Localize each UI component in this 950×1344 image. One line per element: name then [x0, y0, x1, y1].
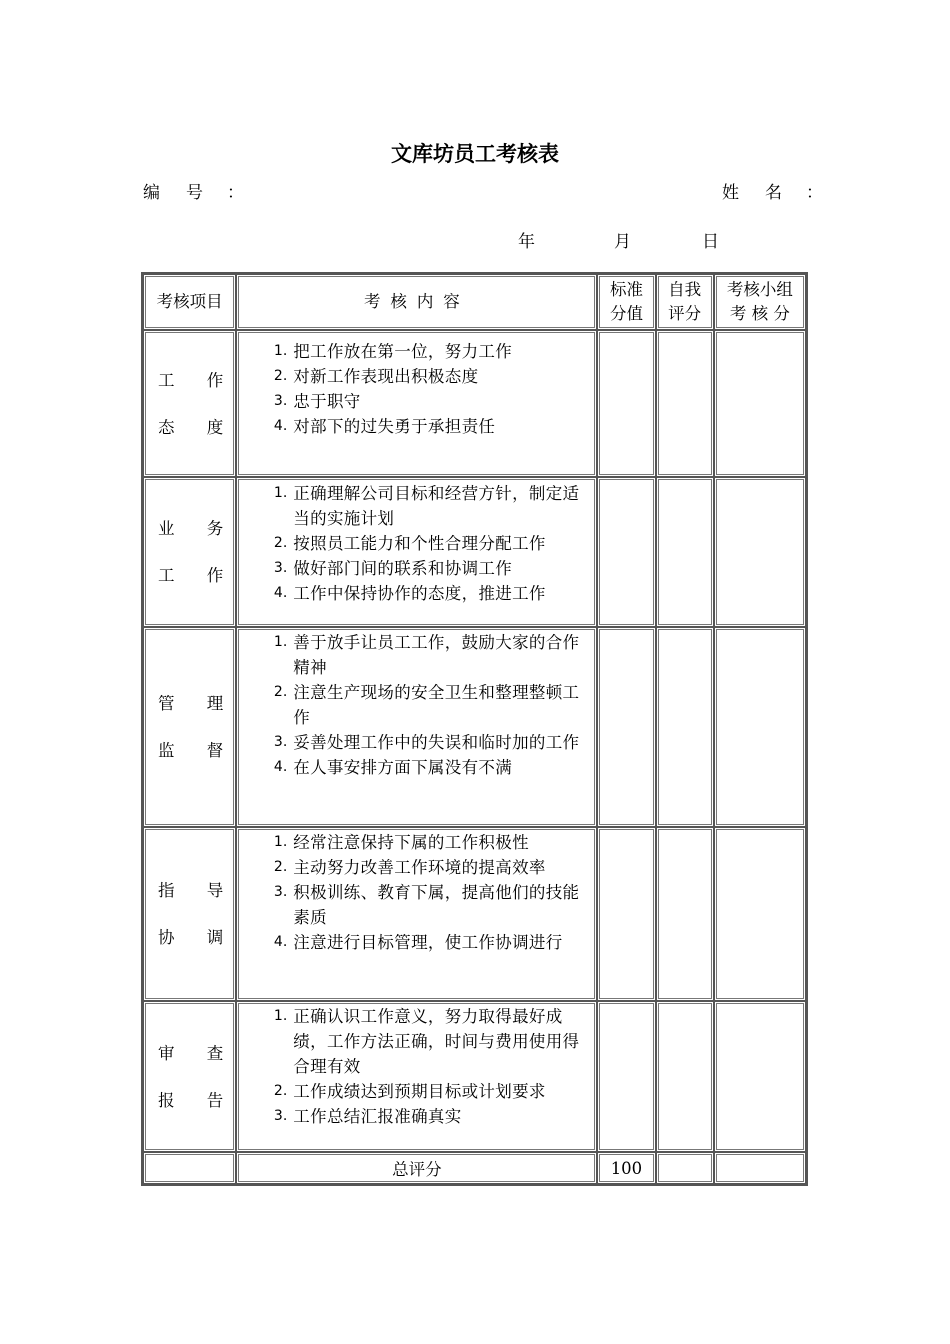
list-text: 注意生产现场的安全卫生和整理整顿工作: [293, 683, 580, 727]
item-cell: [143, 1001, 236, 1152]
list-item: [237, 581, 594, 606]
content-cell: [236, 1001, 597, 1152]
item-char: 告: [206, 1090, 224, 1110]
serial-label-colon: ：: [227, 183, 244, 203]
standard-score-cell[interactable]: [597, 477, 655, 627]
assessment-table: [141, 272, 808, 1186]
item-char: 务: [206, 519, 224, 538]
content-cell: [236, 477, 597, 627]
list-text: 在人事安排方面下属没有不满: [293, 758, 513, 777]
group-score-cell[interactable]: [714, 477, 806, 627]
table-row: [143, 330, 806, 477]
list-item: [237, 531, 594, 556]
list-number: 1.: [273, 1008, 288, 1024]
list-item: [237, 1104, 594, 1129]
list-text: 做好部门间的联系和协调工作: [293, 559, 513, 578]
standard-score-cell[interactable]: [597, 330, 655, 477]
list-number: 3.: [273, 1108, 288, 1124]
list-number: 4.: [273, 585, 288, 601]
item-char: 理: [206, 694, 224, 713]
table-row: [143, 1001, 806, 1152]
list-text: 对部下的过失勇于承担责任: [293, 417, 496, 436]
list-number: 1.: [273, 834, 288, 850]
list-text: 妥善处理工作中的失误和临时加的工作: [293, 733, 580, 752]
list-number: 1.: [273, 343, 288, 359]
header-standard-line: 标准: [609, 280, 643, 299]
list-item: [237, 414, 594, 439]
list-text: 忠于职守: [293, 392, 361, 411]
list-number: 2.: [273, 684, 288, 700]
list-item: [237, 481, 594, 531]
list-number: 4.: [273, 934, 288, 950]
serial-label-char: 号: [186, 183, 203, 203]
list-text: 工作成绩达到预期目标或计划要求: [293, 1082, 546, 1101]
item-line: [144, 867, 235, 914]
total-group-score-cell[interactable]: [714, 1152, 806, 1184]
header-self-line: 评分: [668, 304, 702, 323]
header-self: [656, 274, 714, 330]
list-item: [237, 680, 594, 730]
list-item: [237, 755, 594, 780]
item-cell: [143, 477, 236, 627]
item-char: 作: [206, 566, 224, 585]
item-line: [144, 914, 235, 961]
list-text: 正确理解公司目标和经营方针，制定适当的实施计划: [293, 484, 580, 528]
item-char: 度: [206, 417, 224, 437]
table-row: [143, 477, 806, 627]
table-row: [143, 627, 806, 827]
criteria-list: [237, 828, 596, 955]
list-item: [237, 830, 594, 855]
list-number: 1.: [273, 485, 288, 501]
list-item: [237, 339, 594, 364]
list-item: [237, 880, 594, 930]
item-cell: [143, 827, 236, 1001]
item-char: 态: [158, 417, 175, 437]
criteria-list: [237, 1002, 596, 1129]
list-number: 4.: [273, 759, 288, 775]
list-item: [237, 855, 594, 880]
list-text: 善于放手让员工工作，鼓励大家的合作精神: [293, 633, 580, 677]
list-number: 1.: [273, 634, 288, 650]
list-text: 正确认识工作意义，努力取得最好成绩，工作方法正确，时间与费用使用得合理有效: [293, 1007, 580, 1076]
item-char: 作: [206, 370, 224, 390]
list-text: 经常注意保持下属的工作积极性: [293, 833, 529, 852]
list-number: 3.: [273, 393, 288, 409]
item-char: 工: [158, 566, 175, 585]
self-score-cell[interactable]: [656, 477, 714, 627]
item-cell: [143, 330, 236, 477]
self-score-cell[interactable]: [656, 627, 714, 827]
item-line: [144, 505, 235, 552]
list-text: 工作中保持协作的态度，推进工作: [293, 584, 546, 603]
header-content: 考核内容: [236, 274, 597, 330]
list-item: [237, 730, 594, 755]
list-number: 2.: [273, 368, 288, 384]
list-item: [237, 930, 594, 955]
total-standard-score: 100: [597, 1152, 655, 1184]
list-number: 3.: [273, 560, 288, 576]
item-char: 导: [206, 881, 224, 900]
list-text: 工作总结汇报准确真实: [293, 1107, 462, 1126]
self-score-cell[interactable]: [656, 1001, 714, 1152]
item-char: 业: [158, 519, 175, 538]
item-cell: [143, 627, 236, 827]
group-score-cell[interactable]: [714, 627, 806, 827]
list-text: 注意进行目标管理，使工作协调进行: [293, 933, 563, 952]
group-score-cell[interactable]: [714, 827, 806, 1001]
item-line: [144, 680, 235, 727]
self-score-cell[interactable]: [656, 330, 714, 477]
item-char: 指: [158, 881, 175, 900]
list-item: [237, 630, 594, 680]
list-item: [237, 364, 594, 389]
total-label: 总评分: [236, 1152, 597, 1184]
list-number: 2.: [273, 1083, 288, 1099]
content-cell: [236, 627, 597, 827]
list-number: 2.: [273, 535, 288, 551]
header-self-line: 自我: [668, 280, 702, 299]
list-number: 2.: [273, 859, 288, 875]
total-row: [143, 1152, 806, 1184]
total-item-cell: [143, 1152, 236, 1184]
item-char: 工: [158, 370, 175, 390]
list-text: 积极训练、教育下属，提高他们的技能素质: [293, 883, 580, 927]
item-line: [144, 1077, 235, 1124]
criteria-list: [237, 478, 596, 606]
list-text: 把工作放在第一位，努力工作: [293, 342, 513, 361]
list-text: 按照员工能力和个性合理分配工作: [293, 534, 546, 553]
item-line: [144, 404, 235, 451]
list-item: [237, 1079, 594, 1104]
table-row: [143, 827, 806, 1001]
item-line: [144, 552, 235, 599]
header-group-line: 考核小组: [726, 280, 793, 299]
header-standard-line: 分值: [609, 304, 643, 323]
item-line: [144, 727, 235, 774]
item-char: 督: [206, 741, 224, 760]
criteria-list: [237, 628, 596, 780]
item-char: 调: [206, 928, 224, 947]
list-item: [237, 1004, 594, 1079]
header-group: [714, 274, 806, 330]
name-label-char: 名: [765, 183, 782, 203]
total-self-score-cell[interactable]: [656, 1152, 714, 1184]
item-char: 查: [206, 1043, 224, 1063]
content-cell: [236, 330, 597, 477]
item-char: 报: [158, 1090, 175, 1110]
content-cell: [236, 827, 597, 1001]
document-title: 文库坊员工考核表: [391, 142, 559, 166]
list-number: 3.: [273, 884, 288, 900]
name-label-colon: ：: [806, 183, 823, 203]
standard-score-cell[interactable]: [597, 627, 655, 827]
header-row: [143, 274, 806, 330]
list-text: 对新工作表现出积极态度: [293, 367, 479, 386]
header-group-line: 考 核 分: [729, 304, 790, 323]
item-char: 协: [158, 928, 175, 947]
item-line: [144, 1030, 235, 1077]
item-char: 监: [158, 741, 175, 760]
item-char: 管: [158, 694, 175, 713]
standard-score-cell[interactable]: [597, 1001, 655, 1152]
header-item: 考核项目: [143, 274, 236, 330]
serial-number-label: [143, 178, 244, 203]
criteria-list: [237, 331, 596, 439]
date-year-label: 年: [518, 232, 535, 252]
name-label: [722, 178, 823, 203]
header-standard: [597, 274, 655, 330]
serial-label-char: 编: [143, 183, 160, 203]
list-number: 4.: [273, 418, 288, 434]
list-text: 主动努力改善工作环境的提高效率: [293, 858, 546, 877]
date-month-label: 月: [614, 232, 631, 252]
item-line: [144, 357, 235, 404]
list-item: [237, 556, 594, 581]
date-day-label: 日: [702, 232, 719, 252]
group-score-cell[interactable]: [714, 1001, 806, 1152]
standard-score-cell[interactable]: [597, 827, 655, 1001]
self-score-cell[interactable]: [656, 827, 714, 1001]
item-char: 审: [158, 1043, 175, 1063]
list-item: [237, 389, 594, 414]
group-score-cell[interactable]: [714, 330, 806, 477]
list-number: 3.: [273, 734, 288, 750]
name-label-char: 姓: [722, 183, 739, 203]
